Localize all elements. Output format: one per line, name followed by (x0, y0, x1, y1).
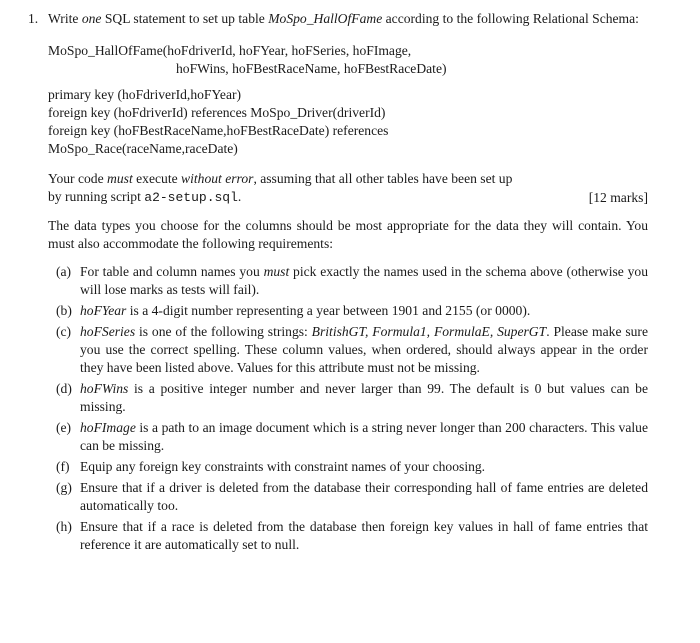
schema-line-2: hoFWins, hoFBestRaceName, hoFBestRaceDate) (176, 61, 447, 76)
requirement-label: (c) (56, 324, 72, 339)
requirement-text: hoFSeries is one of the following strings: BritishGT, Formula1, FormulaE, SuperGT. Please make sure you use the correct spelling. These column values, when ordered, should always appear in the order they have been listed above. Values for this attribute must not be missing. (80, 324, 648, 375)
requirement-text: For table and column names you must pick exactly the names used in the schema above (otherwise you will lose marks as tests will fail). (80, 264, 648, 297)
requirement-label: (d) (56, 381, 72, 396)
relational-schema (48, 42, 648, 78)
foreign-key-race-target-line: MoSpo_Race(raceName,raceDate) (48, 141, 238, 156)
data-types-paragraph: The data types you choose for the columns should be most appropriate for the data they will contain. You must also accommodate the following requirements: (48, 218, 648, 251)
foreign-key-driver-line: foreign key (hoFdriverId) references MoSpo_Driver(driverId) (48, 105, 386, 120)
requirement-label: (a) (56, 264, 72, 279)
primary-key-line: primary key (hoFdriverId,hoFYear) (48, 87, 242, 102)
requirement-label: (h) (56, 519, 72, 534)
question-intro: Write one SQL statement to set up table MoSpo_HallOfFame according to the following Relational Schema: (48, 11, 639, 26)
key-constraints (48, 86, 648, 158)
requirement-text: hoFWins is a positive integer number and never larger than 99. The default is 0 but values can be missing. (80, 381, 648, 414)
requirement-label: (f) (56, 459, 70, 474)
requirement-item (56, 479, 648, 515)
requirement-text: hoFYear is a 4-digit number representing a year between 1901 and 2155 (or 0000). (80, 303, 531, 318)
execution-note-text: Your code must execute without error, assuming that all other tables have been set up by running script a2-setup.sql. (48, 171, 513, 205)
requirement-item (56, 263, 648, 299)
requirement-item (56, 323, 648, 377)
requirement-label: (e) (56, 420, 72, 435)
requirement-label: (b) (56, 303, 72, 318)
schema-line-1: MoSpo_HallOfFame(hoFdriverId, hoFYear, hoFSeries, hoFImage, (48, 43, 412, 58)
requirement-item (56, 302, 648, 320)
requirement-text: Equip any foreign key constraints with constraint names of your choosing. (80, 459, 486, 474)
execution-note (48, 170, 648, 207)
requirement-text: Ensure that if a driver is deleted from the database their corresponding hall of fame entries are deleted automatically too. (80, 480, 648, 513)
requirement-item (56, 458, 648, 476)
requirement-item (56, 380, 648, 416)
question-block (28, 10, 648, 557)
requirement-item (56, 419, 648, 455)
requirement-label: (g) (56, 480, 72, 495)
marks-label: [12 marks] (588, 190, 648, 205)
requirement-item (56, 518, 648, 554)
question-number: 1. (28, 11, 39, 26)
requirements-list (48, 263, 648, 554)
requirement-text: hoFImage is a path to an image document which is a string never longer than 200 characters. This value can be missing. (80, 420, 648, 453)
foreign-key-race-line: foreign key (hoFBestRaceName,hoFBestRaceDate) references (48, 123, 389, 138)
requirement-text: Ensure that if a race is deleted from the database then foreign key values in hall of fame entries that reference it are automatically set to null. (80, 519, 648, 552)
